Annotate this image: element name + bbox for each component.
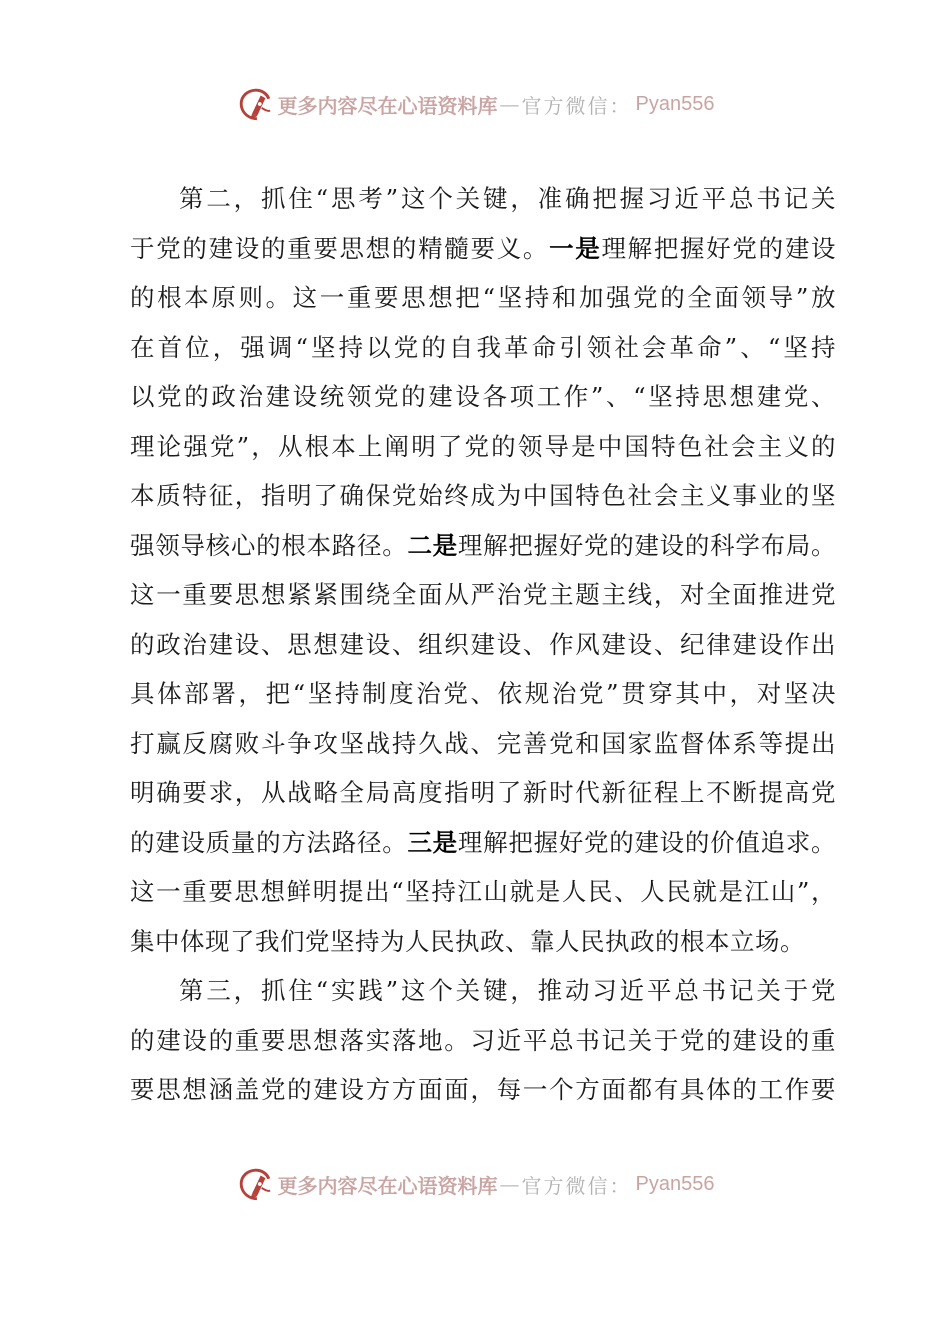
watermark-brand-text: 更多内容尽在心语资料库	[277, 93, 498, 118]
text-line: 理论强党”，从根本上阐明了党的领导是中国特色社会主义的	[130, 431, 836, 461]
watermark-wechat-id: Pyan556	[635, 1172, 715, 1195]
header-watermark-banner	[0, 80, 950, 128]
watermark-dash: —	[499, 1172, 520, 1196]
text-line: 以党的政治建设统领党的建设各项工作”、“坚持思想建党、	[130, 382, 836, 411]
text-line: 明确要求，从战略全局高度指明了新时代新征程上不断提高党	[130, 778, 836, 807]
emphasis-three: 三是	[407, 827, 458, 857]
text-line: 这一重要思想鲜明提出“坚持江山就是人民、人民就是江山”，	[130, 877, 836, 906]
text-line: 的政治建设、思想建设、组织建设、作风建设、纪律建设作出	[130, 629, 836, 659]
watermark-official-label: 官方微信：	[521, 93, 632, 118]
text-line: 本质特征，指明了确保党始终成为中国特色社会主义事业的坚	[130, 481, 836, 510]
document-body	[130, 174, 836, 1115]
pen-nib-logo-icon	[236, 1165, 274, 1203]
text-line: 的根本原则。这一重要思想把“坚持和加强党的全面领导”放	[130, 283, 836, 312]
text-line: 强领导核心的根本路径。二是理解把握好党的建设的科学布局。	[130, 530, 837, 560]
watermark-dash: —	[499, 92, 520, 116]
text-line: 于党的建设的重要思想的精髓要义。一是理解把握好党的建设	[130, 233, 837, 263]
text-line: 集中体现了我们党坚持为人民执政、靠人民执政的根本立场。	[130, 926, 805, 956]
emphasis-two: 二是	[407, 530, 458, 560]
text-line: 的建设质量的方法路径。三是理解把握好党的建设的价值追求。	[130, 827, 837, 857]
watermark-wechat-id: Pyan556	[635, 92, 715, 115]
text-line: 这一重要思想紧紧围绕全面从严治党主题主线，对全面推进党	[130, 580, 836, 609]
text-line: 第三，抓住“实践”这个关键，推动习近平总书记关于党	[179, 976, 836, 1005]
text-line: 在首位，强调“坚持以党的自我革命引领社会革命”、“坚持	[130, 332, 836, 362]
text-line: 第二，抓住“思考”这个关键，准确把握习近平总书记关	[179, 184, 836, 213]
text-line: 具体部署，把“坚持制度治党、依规治党”贯穿其中，对坚决	[130, 679, 836, 708]
emphasis-one: 一是	[549, 233, 602, 263]
pen-nib-logo-icon	[236, 85, 274, 123]
text-line: 的建设的重要思想落实落地。习近平总书记关于党的建设的重	[130, 1025, 836, 1055]
watermark-official-label: 官方微信：	[521, 1173, 632, 1198]
text-line: 打赢反腐败斗争攻坚战持久战、完善党和国家监督体系等提出	[130, 728, 836, 758]
text-line: 要思想涵盖党的建设方方面面，每一个方面都有具体的工作要	[130, 1075, 836, 1104]
watermark-brand-text: 更多内容尽在心语资料库	[277, 1173, 498, 1198]
footer-watermark-banner	[0, 1160, 950, 1208]
